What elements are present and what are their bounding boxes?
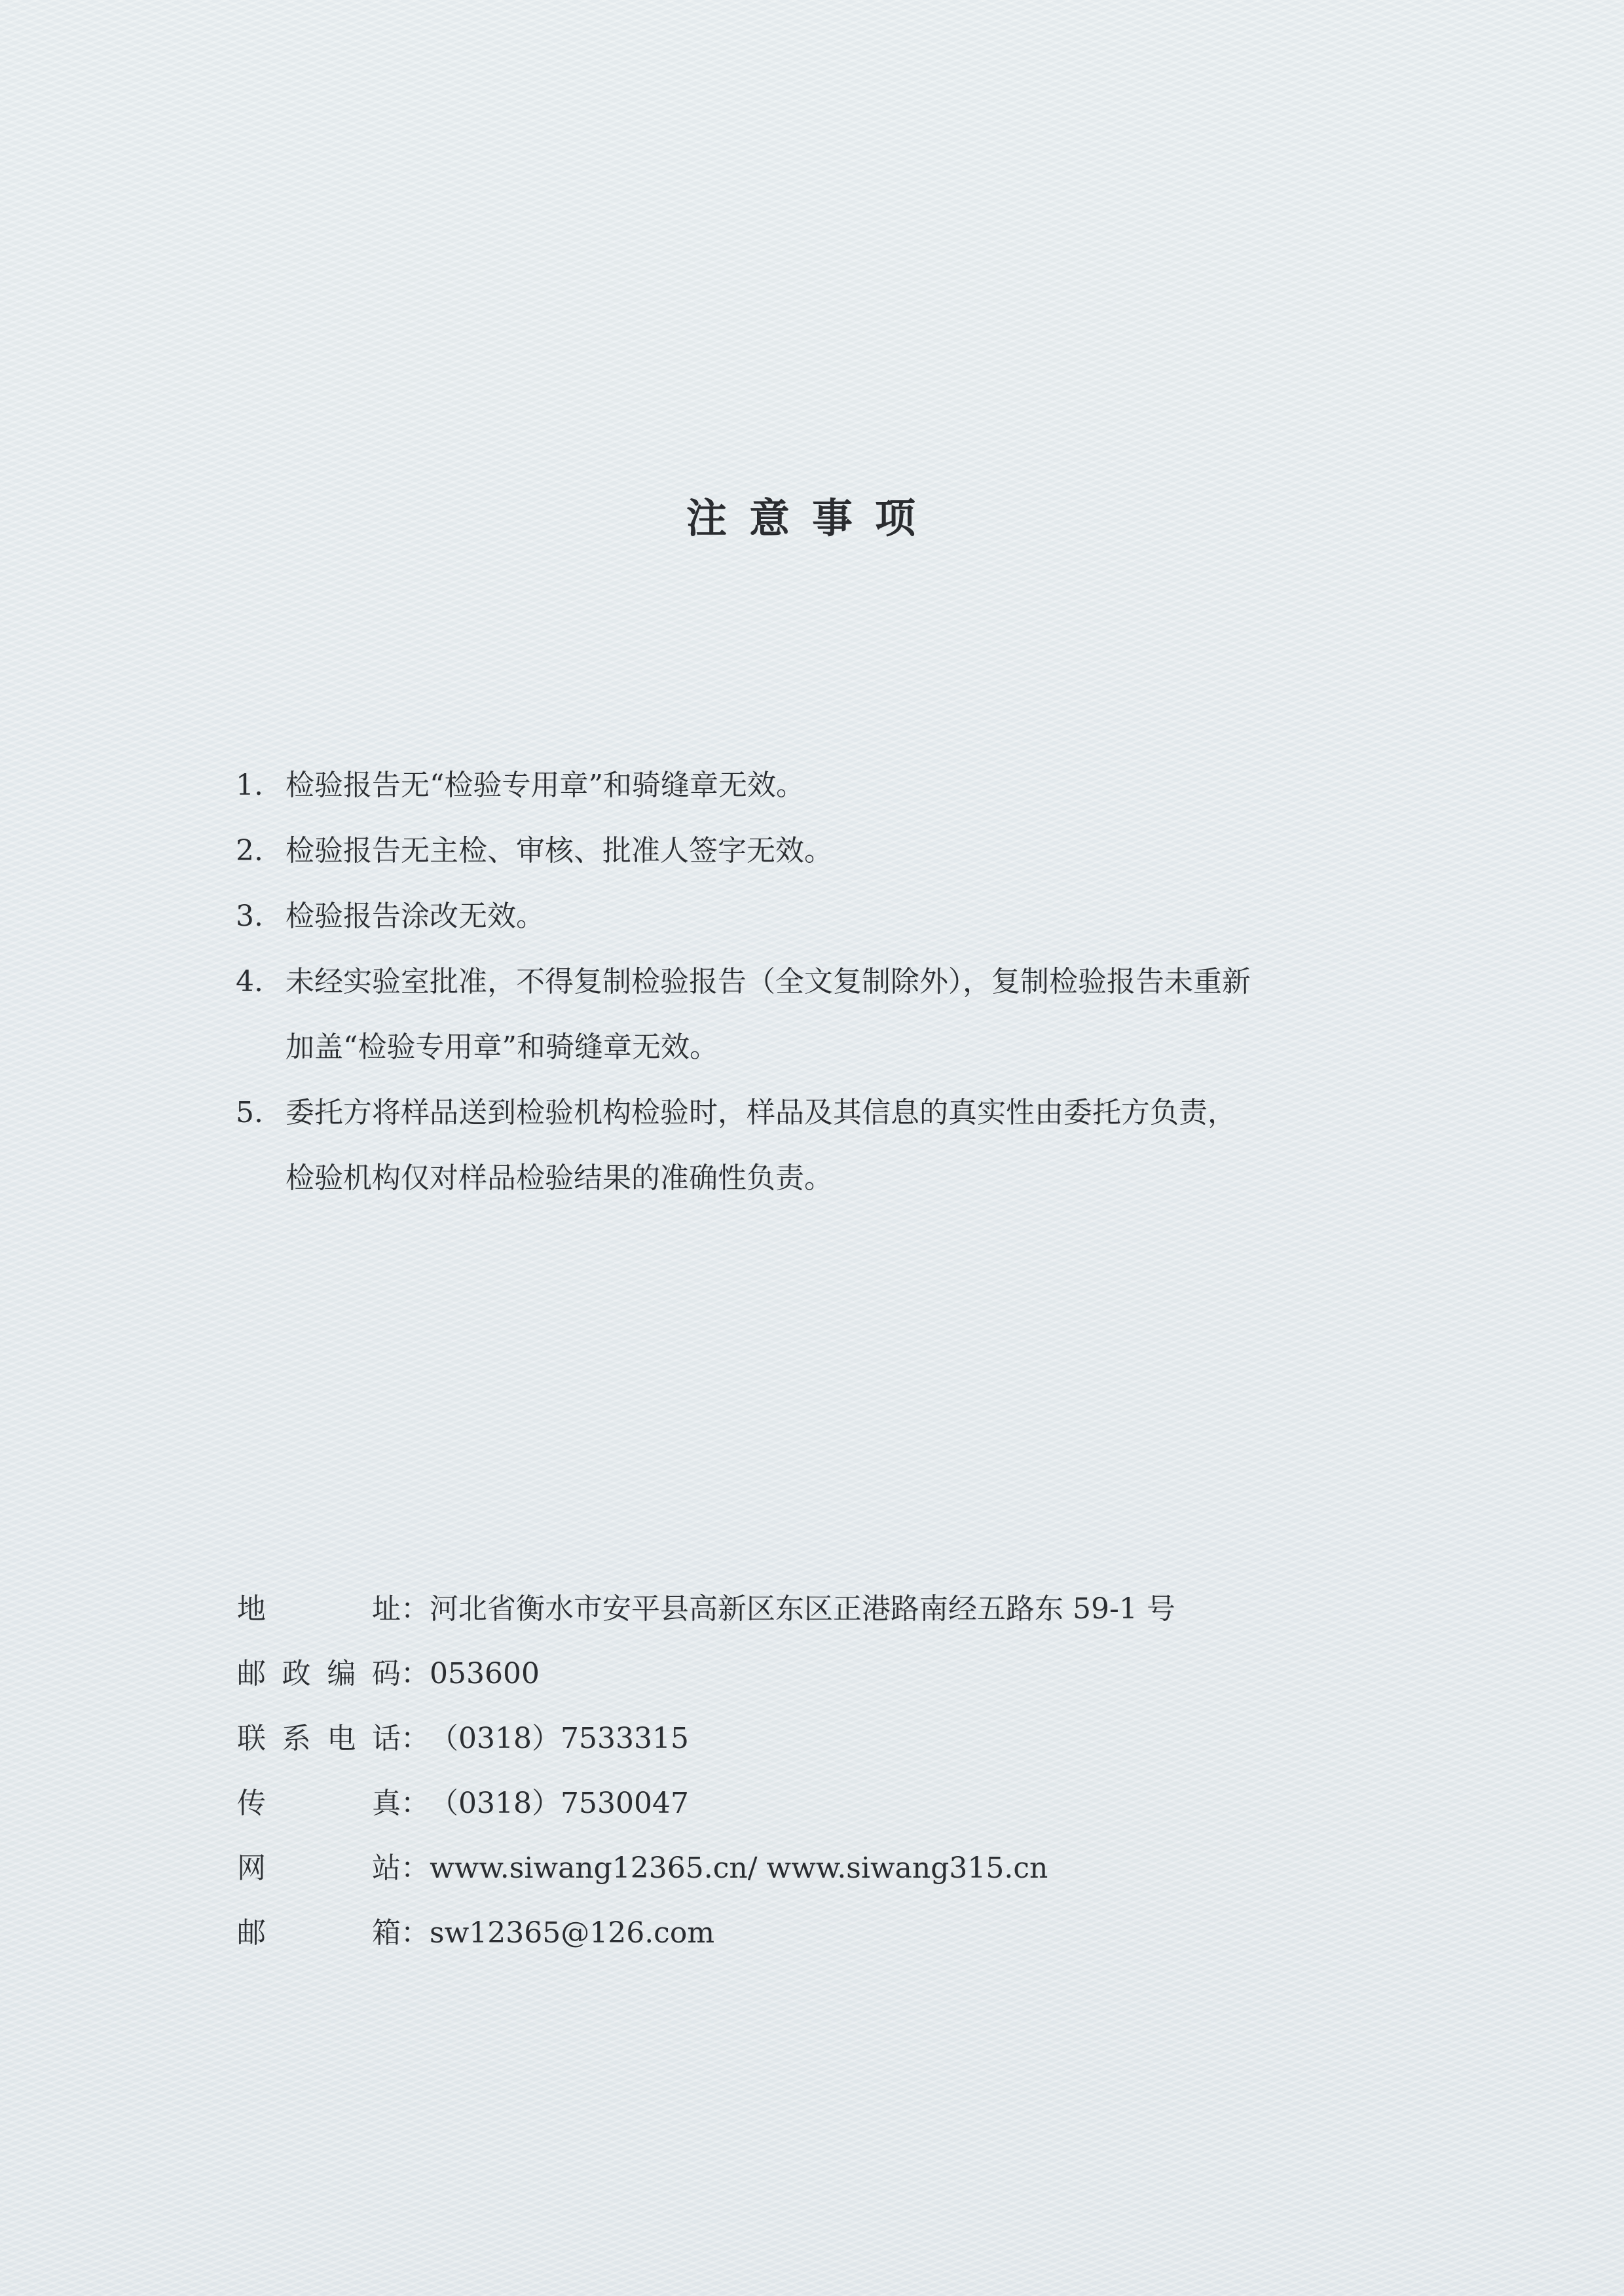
- label-char: 话: [371, 1722, 401, 1755]
- label-char: 箱: [372, 1916, 401, 1950]
- fax-value: （0318）7530047: [430, 1787, 689, 1820]
- notice-item-4: [236, 949, 1454, 1080]
- notice-number: 5.: [236, 1096, 263, 1129]
- contact-address: [237, 1576, 1175, 1641]
- notice-text: 检验报告涂改无效。: [286, 900, 545, 933]
- label-char: 码: [371, 1657, 401, 1690]
- label-char: 联: [237, 1722, 266, 1755]
- contact-label: [237, 1576, 401, 1641]
- label-char: 系: [282, 1722, 311, 1755]
- label-separator: ：: [401, 1722, 430, 1755]
- contact-fax: [237, 1771, 1175, 1836]
- contact-email: [237, 1901, 1175, 1965]
- contact-label: [237, 1706, 401, 1771]
- label-char: 传: [237, 1787, 266, 1820]
- contact-phone: [237, 1706, 1175, 1771]
- notice-item-3: [236, 884, 1454, 949]
- notice-list: [236, 753, 1454, 1211]
- notice-number: 4.: [236, 965, 263, 998]
- notice-text: 检验报告无“检验专用章”和骑缝章无效。: [286, 769, 805, 802]
- label-char: 邮: [237, 1657, 266, 1690]
- website-value: www.siwang12365.cn/ www.siwang315.cn: [430, 1851, 1048, 1885]
- notice-number: 1.: [236, 769, 263, 802]
- page-title: 注意事项: [686, 494, 938, 542]
- notice-item-2: [236, 818, 1454, 884]
- postcode-value: 053600: [430, 1657, 540, 1690]
- contact-info: [237, 1576, 1175, 1965]
- label-separator: ：: [401, 1916, 430, 1950]
- notice-text: 检验报告无主检、审核、批准人签字无效。: [286, 834, 833, 867]
- notice-text: 委托方将样品送到检验机构检验时，样品及其信息的真实性由委托方负责，: [286, 1096, 1236, 1129]
- notice-item-1: [236, 753, 1454, 818]
- label-separator: ：: [401, 1657, 430, 1690]
- notice-number: 2.: [236, 834, 263, 867]
- notice-text: 未经实验室批准，不得复制检验报告（全文复制除外），复制检验报告未重新: [286, 965, 1251, 998]
- notice-text-continued: 检验机构仅对样品检验结果的准确性负责。: [286, 1161, 833, 1195]
- contact-postcode: [237, 1641, 1175, 1706]
- label-char: 址: [372, 1592, 401, 1626]
- label-char: 编: [327, 1657, 356, 1690]
- label-char: 站: [372, 1851, 401, 1885]
- contact-label: [237, 1901, 401, 1965]
- label-char: 网: [237, 1851, 266, 1885]
- label-char: 政: [282, 1657, 311, 1690]
- phone-value: （0318）7533315: [430, 1722, 689, 1755]
- label-char: 邮: [237, 1916, 266, 1950]
- notice-number: 3.: [236, 900, 263, 933]
- label-separator: ：: [401, 1851, 430, 1885]
- label-separator: ：: [401, 1592, 430, 1626]
- contact-label: [237, 1836, 401, 1901]
- label-char: 真: [372, 1787, 401, 1820]
- email-value: sw12365@126.com: [430, 1916, 715, 1950]
- notice-text-continued: 加盖“检验专用章”和骑缝章无效。: [286, 1030, 718, 1064]
- notice-item-5: [236, 1080, 1454, 1211]
- label-char: 地: [237, 1592, 266, 1626]
- address-value: 河北省衡水市安平县高新区东区正港路南经五路东 59-1 号: [430, 1592, 1175, 1626]
- contact-label: [237, 1641, 401, 1706]
- label-char: 电: [327, 1722, 356, 1755]
- contact-label: [237, 1771, 401, 1836]
- label-separator: ：: [401, 1787, 430, 1820]
- contact-website: [237, 1836, 1175, 1901]
